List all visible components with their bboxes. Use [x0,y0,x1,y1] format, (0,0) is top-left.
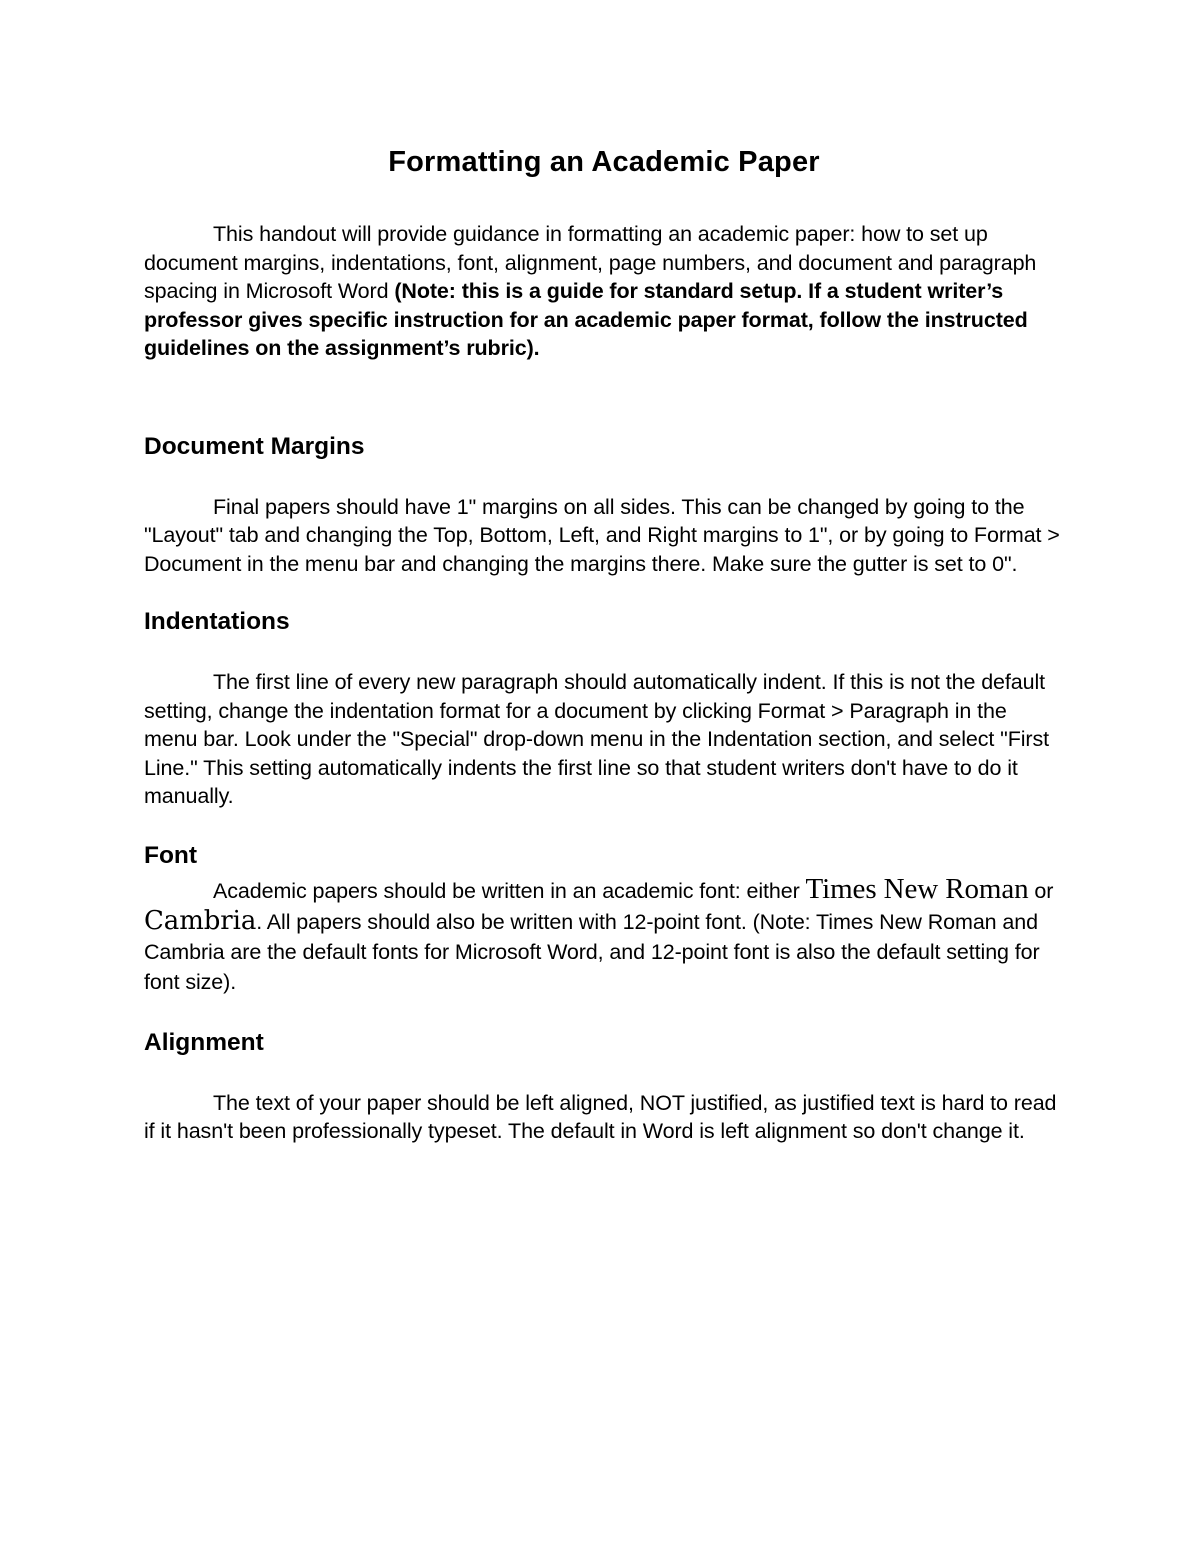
intro-text: This handout will provide guidance in formatting an academic paper: how to set up document margins, indentations, font, alignment, page numbers, and document and paragraph spacing in Microsoft Word [144,222,1037,303]
font-name-cambria: Cambria [144,905,257,936]
font-text-part3: . All papers should also be written with 12-point font. (Note: Times New Roman and Cambria are the default fonts for Microsoft Word, and 12-point font is also the default setting for font size). [144,909,1040,994]
margins-paragraph: Final papers should have 1" margins on all sides. This can be changed by going to the "Layout" tab and changing the Top, Bottom, Left, and Right margins to 1", or by going to Format > Document in the menu bar and changing the margins there. Make sure the gutter is set to 0". [144,494,1060,576]
alignment-paragraph: The text of your paper should be left aligned, NOT justified, as justified text is hard to read if it hasn't been professionally typeset. The default in Word is left alignment so don't change it. [144,1090,1057,1143]
heading-font: Font [144,841,198,869]
font-text-part2: or [1028,878,1054,903]
intro-paragraph [144,220,1064,363]
document-title: Formatting an Academic Paper [388,146,820,178]
intro-note: (Note: this is a guide for standard setup. If a student writer’s professor gives specific instruction for an academic paper format, follow the instructed guidelines on the assignment’s rubric). [144,279,1028,360]
heading-indentations: Indentations [144,608,290,635]
font-text-part1: Academic papers should be written in an academic font: either [213,878,806,903]
document-content [144,140,1064,1146]
heading-document-margins: Document Margins [144,432,365,460]
heading-alignment: Alignment [144,1028,264,1056]
font-name-times: Times New Roman [805,872,1029,905]
indentations-paragraph: The first line of every new paragraph should automatically indent. If this is not the default setting, change the indentation format for a document by clicking Format > Paragraph in the menu bar. Look under the "Special" drop-down menu in the Indentation section, and select "First Line." This setting automatically indents the first line so that student writers don't have to do it manually. [144,670,1049,808]
font-paragraph [144,874,1064,997]
